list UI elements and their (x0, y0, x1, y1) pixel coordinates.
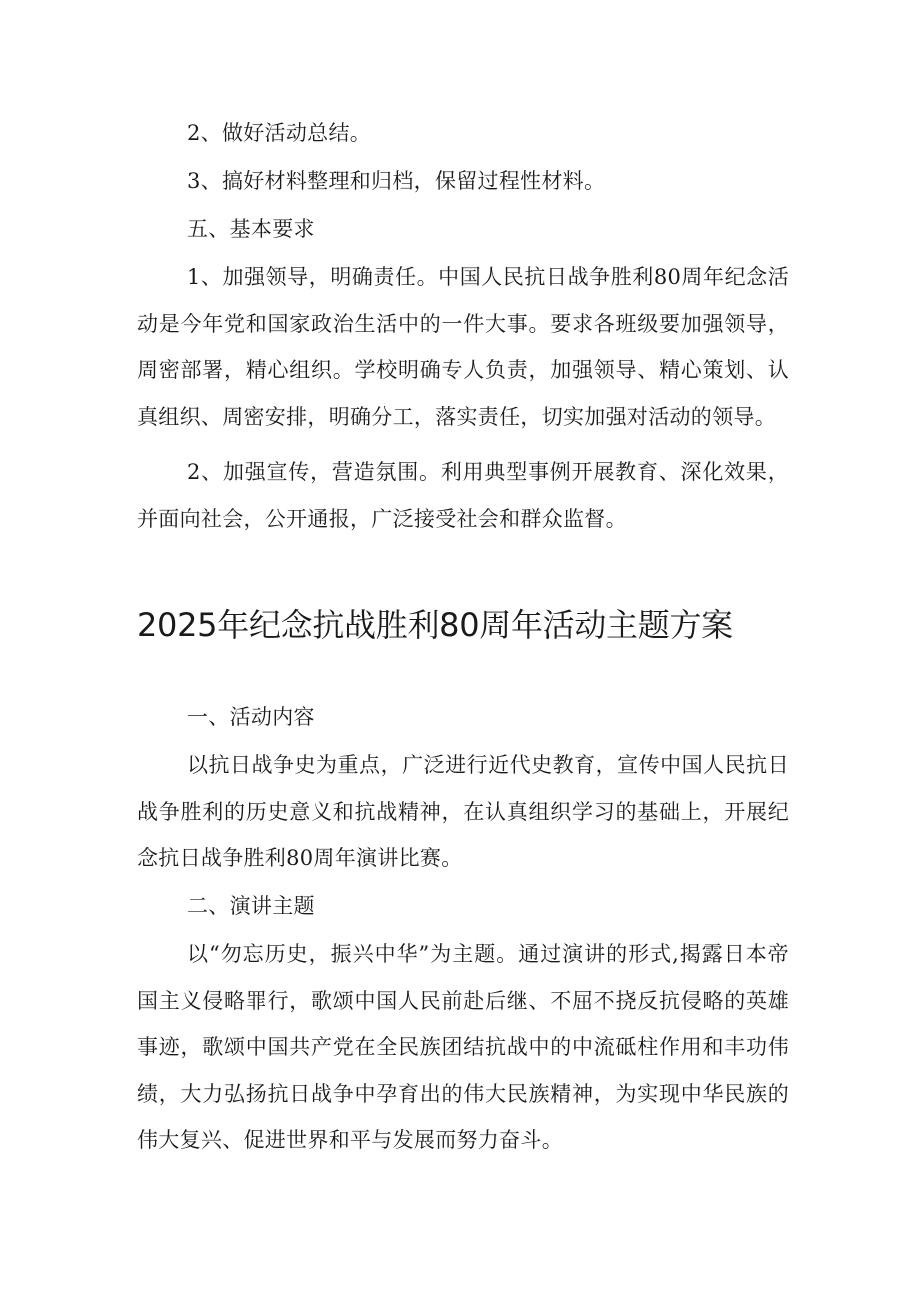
list-item-summary: 2、做好活动总结。 (187, 121, 372, 145)
paragraph-leadership: 1、加强领导，明确责任。中国人民抗日战争胜利80周年纪念活动是今年党和国家政治生活中的一件大事。要求各班级要加强领导，周密部署，精心组织。学校明确专人负责，加强领导、精心策划、认真组织、周密安排，明确分工，落实责任，切实加强对活动的领导。 (137, 265, 789, 429)
document-title: 2025年纪念抗战胜利80周年活动主题方案 (137, 606, 733, 644)
section-heading-theme: 二、演讲主题 (187, 894, 315, 918)
section-heading-requirements: 五、基本要求 (187, 217, 315, 241)
list-item-archive: 3、搞好材料整理和归档，保留过程性材料。 (187, 169, 606, 193)
paragraph-theme: 以“勿忘历史，振兴中华”为主题。通过演讲的形式,揭露日本帝国主义侵略罪行，歌颂中国人民前赴后继、不屈不挠反抗侵略的英雄事迹，歌颂中国共产党在全民族团结抗战中的中流砥柱作用和丰功伟绩，大力弘扬抗日战争中孕育出的伟大民族精神，为实现中华民族的伟大复兴、促进世界和平与发展而努力奋斗。 (137, 942, 789, 1152)
paragraph-content: 以抗日战争史为重点，广泛进行近代史教育，宣传中国人民抗日战争胜利的历史意义和抗战精神，在认真组织学习的基础上，开展纪念抗日战争胜利80周年演讲比赛。 (137, 753, 789, 870)
section-heading-content: 一、活动内容 (187, 705, 315, 729)
paragraph-publicity: 2、加强宣传，营造氛围。利用典型事例开展教育、深化效果，并面向社会，公开通报，广泛接受社会和群众监督。 (137, 460, 789, 531)
